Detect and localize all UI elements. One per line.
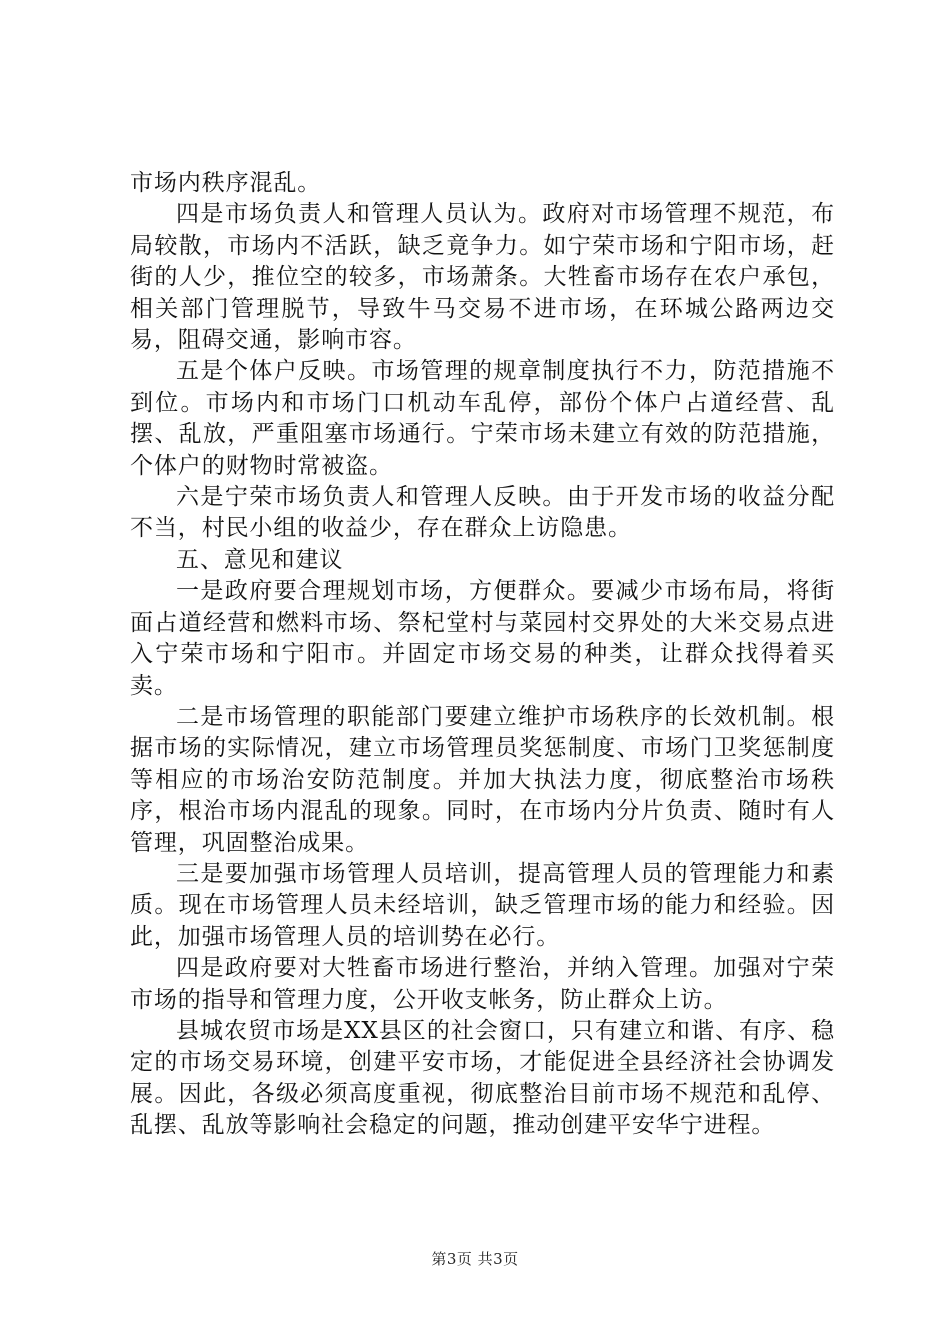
- document-body: [130, 168, 835, 1142]
- paragraph-4: 六是宁荣市场负责人和管理人反映。由于开发市场的收益分配不当，村民小组的收益少，存在群众上访隐患。: [130, 484, 835, 542]
- paragraph-7: 二是市场管理的职能部门要建立维护市场秩序的长效机制。根据市场的实际情况，建立市场管理员奖惩制度、市场门卫奖惩制度等相应的市场治安防范制度。并加大执法力度，彻底整治市场秩序，根治市场内混乱的现象。同时，在市场内分片负责、随时有人管理，巩固整治成果。: [130, 703, 835, 856]
- paragraph-8: 三是要加强市场管理人员培训，提高管理人员的管理能力和素质。现在市场管理人员未经培训，缺乏管理市场的能力和经验。因此，加强市场管理人员的培训势在必行。: [130, 860, 835, 950]
- paragraph-6: 一是政府要合理规划市场，方便群众。要减少市场布局，将街面占道经营和燃料市场、祭杞堂村与菜园村交界处的大米交易点进入宁荣市场和宁阳市。并固定市场交易的种类，让群众找得着买卖。: [130, 578, 835, 699]
- paragraph-9: 四是政府要对大牲畜市场进行整治，并纳入管理。加强对宁荣市场的指导和管理力度，公开收支帐务，防止群众上访。: [130, 955, 835, 1013]
- paragraph-10: 县城农贸市场是XX县区的社会窗口，只有建立和谐、有序、稳定的市场交易环境，创建平安市场，才能促进全县经济社会协调发展。因此，各级必须高度重视，彻底整治目前市场不规范和乱停、乱摆、乱放等影响社会稳定的问题，推动创建平安华宁进程。: [130, 1017, 835, 1139]
- paragraph-1: 市场内秩序混乱。: [130, 170, 322, 196]
- section-heading: 五、意见和建议: [176, 546, 344, 573]
- page-number-footer: 第3页 共3页: [431, 1250, 519, 1268]
- paragraph-3: 五是个体户反映。市场管理的规章制度执行不力，防范措施不到位。市场内和市场门口机动车乱停，部份个体户占道经营、乱摆、乱放，严重阻塞市场通行。宁荣市场未建立有效的防范措施，个体户的财物时常被盗。: [130, 358, 835, 479]
- paragraph-2: 四是市场负责人和管理人员认为。政府对市场管理不规范，布局较散，市场内不活跃，缺乏竟争力。如宁荣市场和宁阳市场，赶街的人少，推位空的较多，市场萧条。大牲畜市场存在农户承包，相关部门管理脱节，导致牛马交易不进市场，在环城公路两边交易，阻碍交通，影响市容。: [130, 201, 835, 354]
